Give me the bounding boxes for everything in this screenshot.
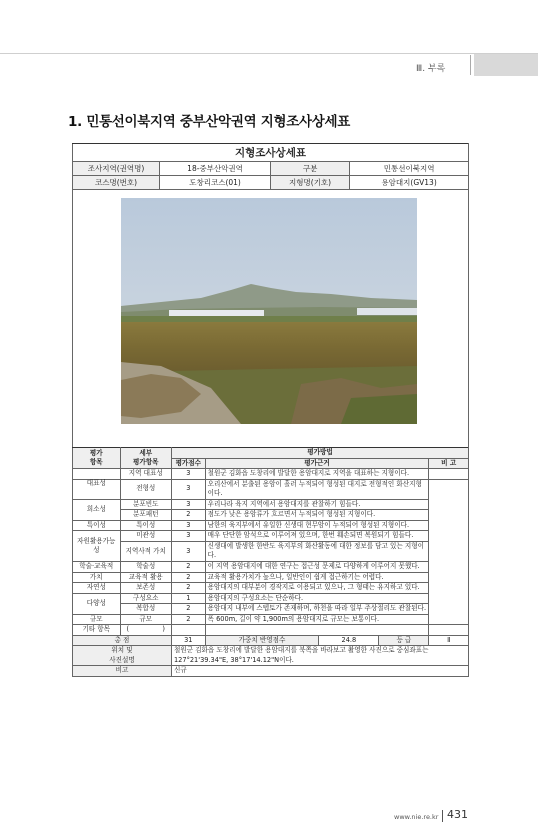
basis-cell: 철원군 김화읍 도창리에 발달한 용암대지로 지역을 대표하는 지형이다. bbox=[205, 469, 429, 480]
table-row bbox=[73, 562, 469, 573]
sheet-title: 지형조사상세표 bbox=[73, 144, 469, 162]
score-cell: 3 bbox=[171, 520, 205, 531]
sub-cell: 특이성 bbox=[120, 520, 171, 531]
division-value: 민통선이북지역 bbox=[350, 162, 469, 176]
basis-cell: 용암대지 내부에 스텝토가 존재하며, 하천을 따라 일부 주상절리도 관찰된다. bbox=[205, 604, 429, 615]
location-row bbox=[73, 646, 469, 666]
table-row bbox=[73, 469, 469, 480]
sub-cell: 교육적 활용 bbox=[120, 572, 171, 583]
remark-row bbox=[73, 666, 469, 677]
basis-cell: 오리산에서 분출된 용암이 흘러 누적되어 형성된 대지로 전형적인 화산지형이다. bbox=[205, 479, 429, 499]
course-value: 도창리코스(01) bbox=[160, 176, 271, 190]
score-cell: 2 bbox=[171, 583, 205, 594]
score-cell: 2 bbox=[171, 572, 205, 583]
other-score-cell bbox=[171, 625, 205, 636]
grade-label: 등 급 bbox=[378, 636, 428, 646]
table-row bbox=[73, 479, 469, 499]
table-row bbox=[73, 593, 469, 604]
header-bar bbox=[474, 54, 538, 76]
remark-value: 신규 bbox=[171, 666, 468, 677]
score-cell: 2 bbox=[171, 510, 205, 521]
category-cell: 대표성 bbox=[73, 469, 121, 500]
sub-cell: 분포패턴 bbox=[120, 510, 171, 521]
score-cell: 3 bbox=[171, 531, 205, 542]
region-label: 조사지역(권역명) bbox=[73, 162, 160, 176]
chapter-label: Ⅲ. 부록 bbox=[416, 64, 446, 74]
table-row bbox=[73, 531, 469, 542]
basis-cell: 매우 단단한 암석으로 이루어져 있으며, 한번 훼손되면 복원되기 힘들다. bbox=[205, 531, 429, 542]
photo-cell bbox=[72, 190, 469, 480]
category-cell: 희소성 bbox=[73, 499, 121, 520]
table-row bbox=[73, 572, 469, 583]
sub-cell: 보존성 bbox=[120, 583, 171, 594]
table-row bbox=[73, 541, 469, 561]
score-cell: 2 bbox=[171, 614, 205, 625]
table-row bbox=[73, 583, 469, 594]
basis-cell: 점도가 낮은 용암류가 흐르면서 누적되어 형성된 지형이다. bbox=[205, 510, 429, 521]
sub-cell: 분포빈도 bbox=[120, 499, 171, 510]
other-paren-close: ) bbox=[162, 625, 165, 634]
note-cell bbox=[429, 469, 469, 625]
basis-cell: 폭 600m, 길이 약 1,900m의 용암대지로 규모는 보통이다. bbox=[205, 614, 429, 625]
h-score: 평가점수 bbox=[171, 458, 205, 469]
table-row bbox=[73, 604, 469, 615]
page-title: 1. 민통선이북지역 중부산악권역 지형조사상세표 bbox=[68, 114, 350, 130]
category-cell: 다양성 bbox=[73, 593, 121, 614]
category-cell: 특이성 bbox=[73, 520, 121, 531]
sub-cell: 미관성 bbox=[120, 531, 171, 542]
score-cell: 2 bbox=[171, 562, 205, 573]
category-cell: 규모 bbox=[73, 614, 121, 625]
other-label: 기타 항목 bbox=[73, 625, 121, 636]
sub-cell: 복합성 bbox=[120, 604, 171, 615]
grade-value: Ⅱ bbox=[429, 635, 469, 646]
h-note: 비 고 bbox=[429, 458, 469, 469]
header-rule bbox=[0, 53, 538, 54]
score-cell: 3 bbox=[171, 479, 205, 499]
course-label: 코스명(번호) bbox=[73, 176, 160, 190]
division-label: 구분 bbox=[270, 162, 349, 176]
region-value: 18-중부산악권역 bbox=[160, 162, 271, 176]
category-cell: 가치 bbox=[73, 572, 121, 583]
location-label: 위치 및 사진설명 bbox=[73, 646, 172, 666]
sub-cell: 규모 bbox=[120, 614, 171, 625]
other-row bbox=[73, 625, 469, 636]
weighted-cell bbox=[205, 635, 429, 646]
location-text: 철원군 김화읍 도창리에 발달한 용암대지를 북쪽을 바라보고 촬영한 사진으로 중심좌표는 127°21'39.34"E, 38°17'14.12"N이다. bbox=[171, 646, 468, 666]
other-note-cell bbox=[429, 625, 469, 636]
footer-separator bbox=[442, 810, 443, 822]
total-label: 총 점 bbox=[73, 635, 172, 646]
score-cell: 3 bbox=[171, 541, 205, 561]
sub-cell: 전형성 bbox=[120, 479, 171, 499]
other-paren-cell bbox=[121, 625, 171, 635]
remark-label: 비고 bbox=[73, 666, 172, 677]
chapter-divider bbox=[470, 55, 471, 75]
basis-cell: 남한의 육지부에서 유일한 신생대 현무암이 누적되어 형성된 지형이다. bbox=[205, 520, 429, 531]
sub-cell: 지역 대표성 bbox=[120, 469, 171, 480]
sub-cell: 지역사적 가치 bbox=[120, 541, 171, 561]
basis-cell: 용암대지의 대부분이 경작지로 이용되고 있으나, 그 형태는 유지하고 있다. bbox=[205, 583, 429, 594]
total-value: 31 bbox=[171, 635, 205, 646]
h-basis: 평가근거 bbox=[205, 458, 429, 469]
score-cell: 2 bbox=[171, 604, 205, 615]
h-method: 평가방법 bbox=[171, 448, 468, 459]
h-sub: 세부 평가항목 bbox=[120, 448, 171, 469]
other-basis-cell bbox=[205, 625, 429, 636]
weighted-label: 가중치 반영점수 bbox=[238, 635, 286, 644]
h-category: 평가 항목 bbox=[73, 448, 121, 469]
category-cell: 자원활용가능성 bbox=[73, 531, 121, 562]
basis-cell: 교육적 활용가치가 높으나, 일반인이 쉽게 접근하기는 어렵다. bbox=[205, 572, 429, 583]
landform-label: 지형명(기호) bbox=[270, 176, 349, 190]
basis-cell: 이 지역 용암대지에 대한 연구는 접근성 문제로 다양하게 이루어지 못했다. bbox=[205, 562, 429, 573]
survey-sheet bbox=[72, 143, 469, 480]
weighted-value: 24.8 bbox=[318, 636, 378, 646]
basis-cell: 신생대에 발생한 한반도 육지부의 화산활동에 대한 정보를 담고 있는 지형이다. bbox=[205, 541, 429, 561]
table-row bbox=[73, 510, 469, 521]
table-row bbox=[73, 614, 469, 625]
footer-url: www.nie.re.kr bbox=[394, 813, 439, 821]
basis-cell: 용암대지의 구성요소는 단순하다. bbox=[205, 593, 429, 604]
page-number: 431 bbox=[447, 808, 468, 821]
table-row bbox=[73, 520, 469, 531]
score-cell: 1 bbox=[171, 593, 205, 604]
total-row bbox=[73, 635, 469, 646]
sub-cell: 학술성 bbox=[120, 562, 171, 573]
category-cell: 자연성 bbox=[73, 583, 121, 594]
landform-value: 용암대지(GV13) bbox=[350, 176, 469, 190]
score-cell: 3 bbox=[171, 469, 205, 480]
basis-cell: 우리나라 육지 지역에서 용암대지를 관찰하기 힘들다. bbox=[205, 499, 429, 510]
landscape-photo bbox=[121, 198, 417, 424]
score-cell: 3 bbox=[171, 499, 205, 510]
category-cell: 학술·교육적 bbox=[73, 562, 121, 573]
evaluation-table bbox=[72, 447, 469, 677]
table-row bbox=[73, 499, 469, 510]
other-paren-open: ( bbox=[126, 625, 130, 634]
sub-cell: 구성요소 bbox=[120, 593, 171, 604]
